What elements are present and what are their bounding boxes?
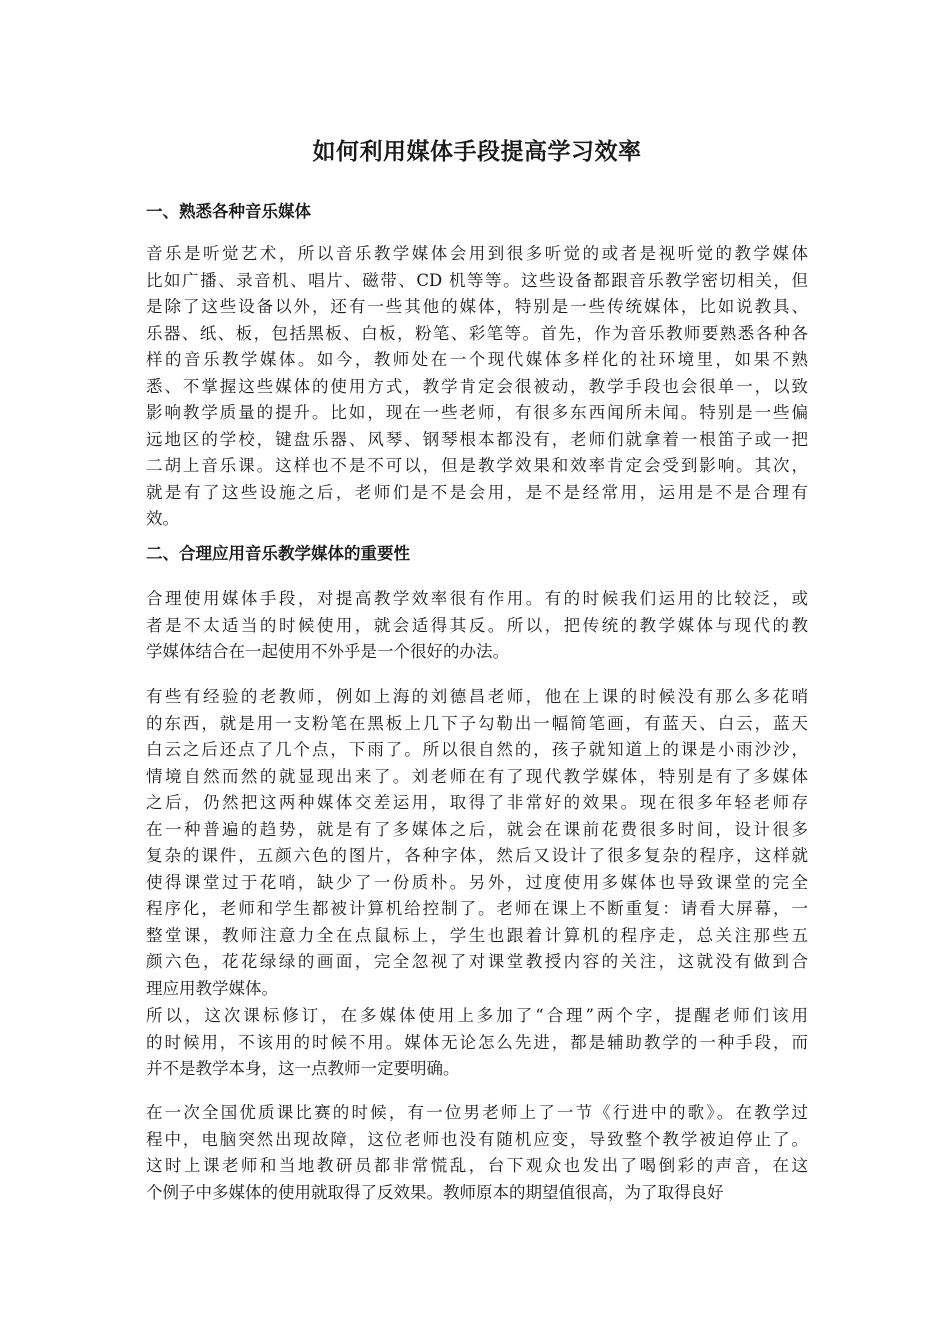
text-line: 情境自然而然的就显现出来了。刘老师在有了现代教学媒体，特别是有了多媒体 <box>146 766 808 786</box>
text-line: 有些有经验的老教师，例如上海的刘德昌老师，他在上课的时候没有那么多花哨 <box>146 687 808 706</box>
text-line: 白云之后还点了几个点，下雨了。所以很自然的，孩子就知道上的课是小雨沙沙， <box>146 740 808 759</box>
text-line: 在一次全国优质课比赛的时候，有一位男老师上了一节《行进中的歌》。在教学过 <box>146 1103 808 1122</box>
text-line: 这时上课老师和当地教研员都非常慌乱，台下观众也发出了喝倒彩的声音，在这 <box>146 1156 808 1175</box>
text-line: 使得课堂过于花哨，缺少了一份质朴。另外，过度使用多媒体也导致课堂的完全 <box>146 872 808 892</box>
paragraph <box>146 586 808 666</box>
text-line: 学媒体结合在一起使用不外乎是一个很好的办法。 <box>146 642 509 661</box>
text-line: 复杂的课件，五颜六色的图片，各种字体，然后又设计了很多复杂的程序，这样就 <box>146 846 808 865</box>
text-line: 之后，仍然把这两种媒体交差运用，取得了非常好的效果。现在很多年轻老师存 <box>146 793 808 812</box>
paragraph <box>146 684 808 1002</box>
section-heading-2: 二、合理应用音乐教学媒体的重要性 <box>146 544 410 563</box>
text-line: 是除了这些设备以外，还有一些其他的媒体，特别是一些传统媒体，比如说教具、 <box>146 297 808 316</box>
text-line: 合理使用媒体手段，对提高教学效率很有作用。有的时候我们运用的比较泛，或 <box>146 589 808 608</box>
text-line: 就是有了这些设施之后，老师们是不是会用，是不是经常用，运用是不是合理有 <box>146 482 808 502</box>
text-line: 个例子中多媒体的使用就取得了反效果。教师原本的期望值很高，为了取得良好 <box>146 1182 724 1202</box>
text-line: 二胡上音乐课。这样也不是不可以，但是教学效果和效率肯定会受到影响。其次， <box>146 456 808 475</box>
text-line: 整堂课，教师注意力全在点鼠标上，学生也跟着计算机的程序走，总关注那些五 <box>146 925 808 945</box>
text-line: 远地区的学校，键盘乐器、风琴、钢琴根本都没有，老师们就拿着一根笛子或一把 <box>146 429 808 449</box>
text-line: 程中，电脑突然出现故障，这位老师也没有随机应变，导致整个教学被迫停止了。 <box>146 1129 808 1149</box>
paragraph <box>146 241 808 533</box>
text-line: 的时候用，不该用的时候不用。媒体无论怎么先进，都是辅助教学的一种手段，而 <box>146 1032 808 1052</box>
paragraph <box>146 1003 808 1083</box>
text-line: 乐器、纸、板，包括黑板、白板，粉笔、彩笔等。首先，作为音乐教师要熟悉各种各 <box>146 323 808 343</box>
text-line: 悉、不掌握这些媒体的使用方式，教学肯定会很被动，教学手段也会很单一，以致 <box>146 376 808 396</box>
text-line: 颜六色，花花绿绿的画面，完全忽视了对课堂教授内容的关注，这就没有做到合 <box>146 952 808 971</box>
text-line: 并不是教学本身，这一点教师一定要明确。 <box>146 1059 460 1078</box>
text-line: 所以，这次课标修订，在多媒体使用上多加了“合理”两个字，提醒老师们该用 <box>146 1006 808 1025</box>
section-heading-1: 一、熟悉各种音乐媒体 <box>146 202 311 221</box>
text-line: 在一种普遍的趋势，就是有了多媒体之后，就会在课前花费很多时间，设计很多 <box>146 819 808 839</box>
text-line: 音乐是听觉艺术，所以音乐教学媒体会用到很多听觉的或者是视听觉的教学媒体 <box>146 244 808 263</box>
paragraph <box>146 1100 808 1206</box>
document-title: 如何利用媒体手段提高学习效率 <box>312 138 642 165</box>
text-line: 影响教学质量的提升。比如，现在一些老师，有很多东西闻所未闻。特别是一些偏 <box>146 403 808 422</box>
text-line: 效。 <box>146 509 179 528</box>
text-line: 样的音乐教学媒体。如今，教师处在一个现代媒体多样化的社环境里，如果不熟 <box>146 350 808 369</box>
text-line: 理应用教学媒体。 <box>146 978 278 998</box>
text-line: 比如广播、录音机、唱片、磁带、CD 机等等。这些设备都跟音乐教学密切相关，但 <box>146 270 808 290</box>
text-line: 者是不太适当的时候使用，就会适得其反。所以，把传统的教学媒体与现代的教 <box>146 615 808 635</box>
text-line: 程序化，老师和学生都被计算机给控制了。老师在课上不断重复：请看大屏幕，一 <box>146 899 808 918</box>
text-line: 的东西，就是用一支粉笔在黑板上几下子勾勒出一幅简笔画，有蓝天、白云，蓝天 <box>146 713 808 733</box>
